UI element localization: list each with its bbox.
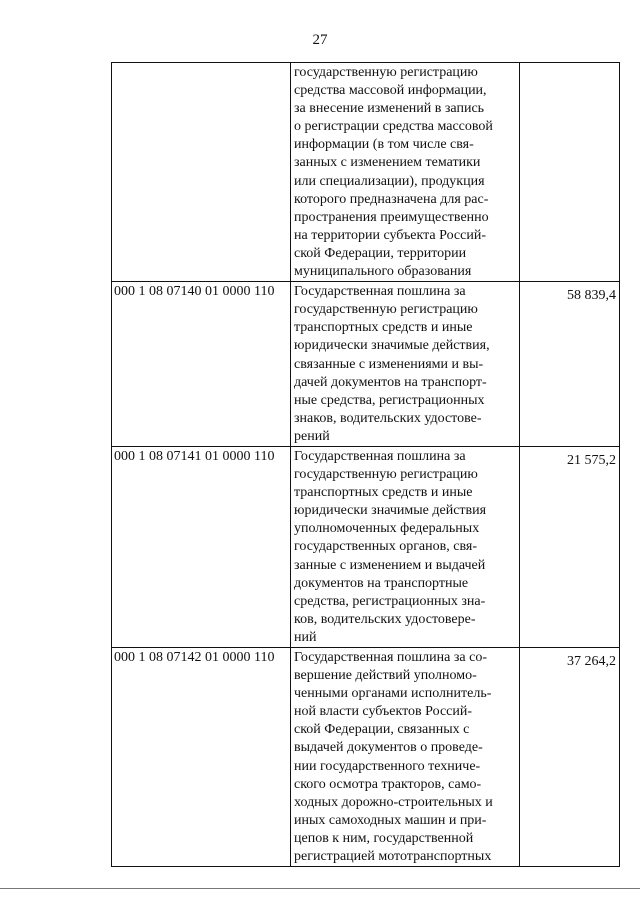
- amount-cell: 21 575,2: [520, 446, 620, 647]
- description-line: рений: [294, 428, 330, 444]
- description-line: юридически значимые действия: [294, 503, 487, 519]
- description-cell: [291, 648, 520, 867]
- description-line: Государственная пошлина за со-: [294, 650, 487, 665]
- description-cell: [291, 446, 520, 647]
- description-line: транспортных средств и иные: [294, 485, 473, 501]
- description-line: ные средства, регистрационных: [294, 392, 485, 408]
- description-line: за внесение изменений в запись: [294, 101, 485, 117]
- description-line: информации (в том числе свя-: [294, 137, 474, 153]
- description-line: ков, водительских удостовере-: [294, 611, 476, 627]
- table-row: [112, 648, 620, 867]
- page-number: 27: [312, 32, 328, 48]
- amount-cell: 37 264,2: [520, 648, 620, 867]
- description-line: вершение действий уполномо-: [294, 668, 477, 684]
- description-line: занных с изменением тематики: [294, 155, 481, 171]
- description-line: на территории субъекта Россий-: [294, 227, 487, 243]
- description-line: нии государственного техниче-: [294, 758, 481, 774]
- description-line: цепов к ним, государственной: [294, 830, 474, 846]
- description-line: пространения преимущественно: [294, 209, 489, 225]
- description-line: ской Федерации, связанных с: [294, 722, 470, 738]
- description-line: которого предназначена для рас-: [294, 191, 489, 207]
- budget-code-cell: [112, 63, 291, 282]
- description-cell: [291, 63, 520, 282]
- description-line: средства массовой информации,: [294, 83, 487, 99]
- description-line: знаков, водительских удостове-: [294, 410, 482, 426]
- description-line: о регистрации средства массовой: [294, 119, 493, 135]
- description-line: государственных органов, свя-: [294, 539, 477, 555]
- description-line: иных самоходных машин и при-: [294, 812, 487, 828]
- description-line: Государственная пошлина за: [294, 284, 466, 300]
- description-line: государственную регистрацию: [294, 302, 478, 318]
- description-line: ходных дорожно-строительных и: [294, 794, 493, 810]
- page-bottom-rule: [0, 888, 640, 889]
- description-line: юридически значимые действия,: [294, 338, 490, 354]
- description-line: документов на транспортные: [294, 575, 469, 591]
- description-cell: [291, 282, 520, 447]
- description-line: ченными органами исполнитель-: [294, 686, 492, 702]
- amount-cell: [520, 63, 620, 282]
- description-line: ний: [294, 629, 317, 645]
- description-line: государственную регистрацию: [294, 467, 478, 483]
- budget-code-cell: 000 1 08 07140 01 0000 110: [112, 282, 291, 447]
- description-line: ской Федерации, территории: [294, 245, 467, 261]
- description-line: государственную регистрацию: [294, 65, 478, 80]
- description-line: связанные с изменениями и вы-: [294, 356, 484, 372]
- description-line: средства, регистрационных зна-: [294, 593, 486, 609]
- description-line: регистрацией мототранспортных: [294, 849, 492, 865]
- budget-code-cell: 000 1 08 07142 01 0000 110: [112, 648, 291, 867]
- description-line: или специализации), продукция: [294, 173, 485, 189]
- table-row: [112, 63, 620, 282]
- description-line: транспортных средств и иные: [294, 320, 473, 336]
- table-row: [112, 446, 620, 647]
- description-line: уполномоченных федеральных: [294, 521, 480, 537]
- amount-cell: 58 839,4: [520, 282, 620, 447]
- revenue-table: [111, 62, 620, 867]
- table-row: [112, 282, 620, 447]
- budget-code-cell: 000 1 08 07141 01 0000 110: [112, 446, 291, 647]
- description-line: занные с изменением и выдачей: [294, 557, 486, 573]
- description-line: Государственная пошлина за: [294, 448, 466, 464]
- description-line: муниципального образования: [294, 264, 472, 280]
- description-line: выдачей документов о проведе-: [294, 740, 483, 756]
- description-line: ского осмотра тракторов, само-: [294, 776, 482, 792]
- description-line: ной власти субъектов Россий-: [294, 704, 473, 720]
- description-line: дачей документов на транспорт-: [294, 374, 487, 390]
